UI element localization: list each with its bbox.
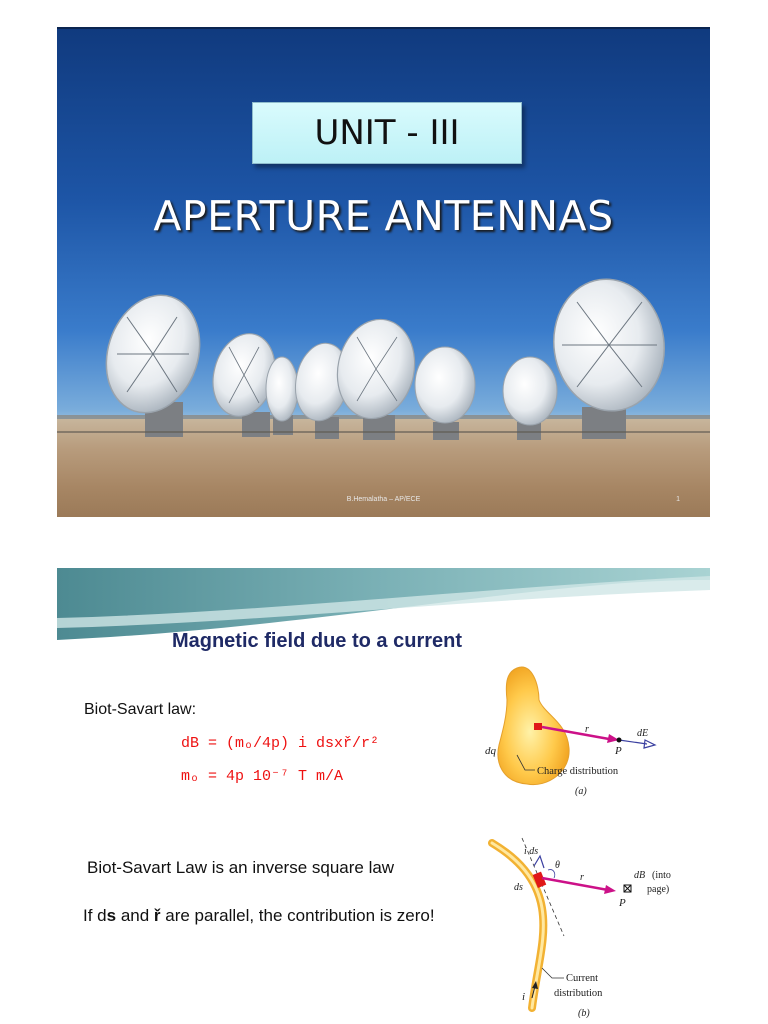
antenna-dishes-illustration: [57, 27, 710, 517]
fig-a-caption-label: Charge distribution: [537, 766, 619, 777]
fig-b-caption: (b): [578, 1008, 590, 1018]
parallel-suffix: are parallel, the contribution is zero!: [160, 906, 435, 925]
parallel-and: and: [116, 906, 154, 925]
parallel-s: s: [106, 906, 117, 925]
figure-charge-distribution: [477, 660, 687, 810]
fig-b-ids-label: i ds: [524, 846, 539, 857]
figure-current-distribution: [482, 818, 692, 1018]
antenna-dish: [545, 272, 672, 439]
fig-b-page-label: page): [647, 884, 670, 895]
law-label: Biot-Savart law:: [84, 701, 197, 718]
biot-savart-formula: dB = (mₒ/4p) i dsxř/r²: [181, 735, 380, 752]
fig-b-r-label: r: [580, 872, 584, 883]
permeability-formula: mₒ = 4p 10⁻⁷ T m/A: [181, 768, 344, 785]
fig-a-de-label: dE: [637, 728, 649, 739]
title-slide: [57, 27, 710, 517]
fig-b-into-label: (into: [652, 870, 671, 881]
fig-a-caption: (a): [575, 786, 587, 797]
fig-b-db-label: dB: [634, 870, 646, 881]
fig-b-current-label: Current: [566, 973, 599, 984]
fig-b-i-label: i: [522, 991, 526, 1003]
slide-title: Magnetic field due to a current: [171, 630, 463, 652]
fig-b-theta-label: θ: [555, 860, 560, 871]
slide-number: 1: [676, 496, 680, 503]
inverse-square-statement: Biot-Savart Law is an inverse square law: [87, 858, 395, 877]
fig-a-r-label: r: [585, 724, 589, 735]
fig-a-p-label: P: [615, 745, 622, 757]
main-title: APERTURE ANTENNAS: [153, 192, 614, 240]
antenna-dish: [503, 357, 557, 440]
parallel-prefix: If d: [83, 906, 107, 925]
r-vector-b: [542, 878, 608, 890]
charge-element: [534, 723, 542, 730]
slide-footer-author: B.Hemalatha – AP/ECE: [346, 496, 421, 503]
fig-b-p-label: P: [619, 897, 626, 909]
content-slide: [57, 568, 710, 1024]
unit-title: UNIT - III: [314, 113, 460, 153]
antenna-dish: [328, 312, 423, 440]
antenna-dish: [415, 347, 475, 440]
parallel-statement: [83, 906, 435, 926]
antenna-dish: [266, 357, 298, 435]
fig-b-ds-label: ds: [514, 882, 523, 893]
fig-b-distribution-label: distribution: [554, 988, 603, 999]
antenna-dish: [92, 283, 215, 437]
fig-a-dq-label: dq: [485, 745, 496, 757]
parallel-r: ř: [153, 906, 161, 925]
